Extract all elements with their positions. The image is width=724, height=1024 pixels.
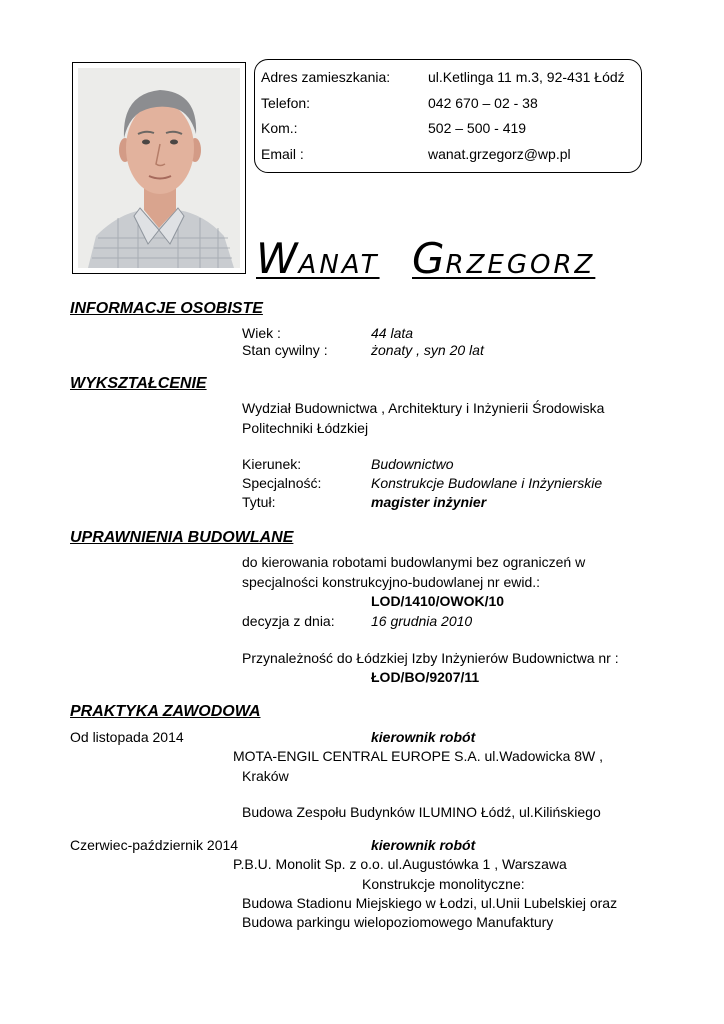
status-label: Stan cywilny : [242,342,328,358]
degree-label: Tytuł: [242,494,276,510]
job2-type: Konstrukcje monolityczne: [362,876,525,892]
degree-value: magister inżynier [371,494,487,510]
education-heading: WYKSZTAŁCENIE [70,375,207,392]
job1-company: MOTA-ENGIL CENTRAL EUROPE S.A. ul.Wadowicka 8W , [233,748,604,764]
job1-role: kierownik robót [371,729,476,745]
last-name: WANAT [256,234,380,283]
job1-city: Kraków [242,768,289,784]
phone-value: 042 670 – 02 - 38 [428,95,538,111]
first-name: GRZEGORZ [412,234,596,283]
age-value: 44 lata [371,325,414,341]
mobile-value: 502 – 500 - 419 [428,120,527,136]
membership-number: ŁOD/BO/9207/11 [371,669,480,685]
specialty-value: Konstrukcje Budowlane i Inżynierskie [371,475,603,491]
phone-label: Telefon: [261,95,311,111]
address-label: Adres zamieszkania: [261,69,391,85]
personal-heading: INFORMACJE OSOBISTE [70,300,263,317]
membership-text: Przynależność do Łódzkiej Izby Inżynierów Budownictwa nr : [242,650,619,666]
email-value: wanat.grzegorz@wp.pl [428,146,571,162]
job2-project-1: Budowa Stadionu Miejskiego w Łodzi, ul.Unii Lubelskiej oraz [242,895,618,911]
job2-period: Czerwiec-październik 2014 [70,837,239,853]
education-faculty: Wydział Budownictwa , Architektury i Inżynierii Środowiska [242,400,605,416]
photo-frame [72,62,246,274]
email-label: Email : [261,146,304,162]
portrait-photo [78,68,240,268]
job2-company: P.B.U. Monolit Sp. z o.o. ul.Augustówka 1 , Warszawa [233,856,567,872]
practice-heading: PRAKTYKA ZAWODOWA [70,703,261,720]
job2-role: kierownik robót [371,837,476,853]
status-value: żonaty , syn 20 lat [371,342,484,358]
portrait-illustration [78,68,240,268]
address-value: ul.Ketlinga 11 m.3, 92-431 Łódź [428,69,625,85]
licenses-heading: UPRAWNIENIA BUDOWLANE [70,529,294,546]
field-label: Kierunek: [242,456,302,472]
age-label: Wiek : [242,325,281,341]
education-university: Politechniki Łódzkiej [242,420,369,436]
decision-date: 16 grudnia 2010 [371,613,473,629]
license-number: LOD/1410/OWOK/10 [371,593,505,609]
license-line-2: specjalności konstrukcyjno-budowlanej nr ewid.: [242,574,541,590]
job2-project-2: Budowa parkingu wielopoziomowego Manufaktury [242,914,554,930]
field-value: Budownictwo [371,456,454,472]
decision-label: decyzja z dnia: [242,613,335,629]
specialty-label: Specjalność: [242,475,322,491]
mobile-label: Kom.: [261,120,298,136]
job1-period: Od listopada 2014 [70,729,184,745]
job1-project: Budowa Zespołu Budynków ILUMINO Łódź, ul.Kilińskiego [242,804,601,820]
license-line-1: do kierowania robotami budowlanymi bez ograniczeń w [242,554,586,570]
